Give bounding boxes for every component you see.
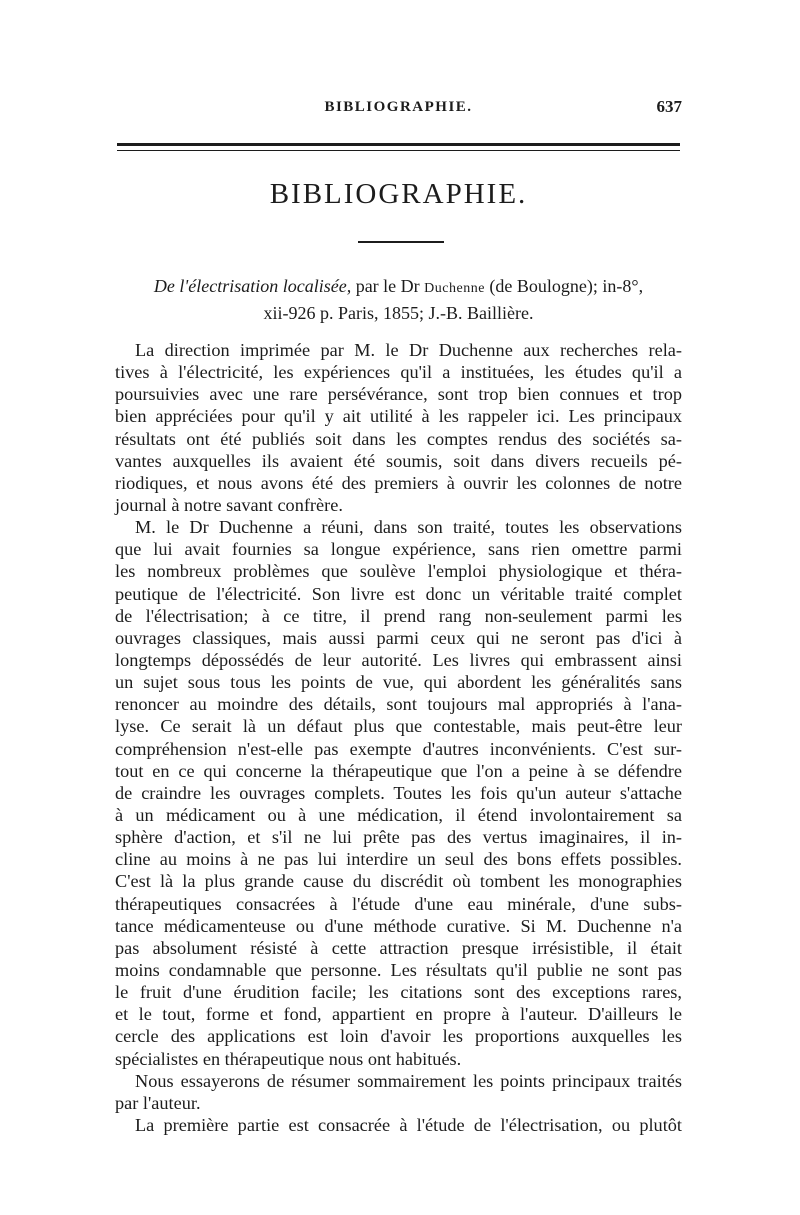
text-line: de l'électrisation; à ce titre, il prend rang non-seulement parmi les bbox=[115, 605, 682, 626]
text-line: moins condamnable que personne. Les résultats qu'il publie ne sont pas bbox=[115, 959, 682, 980]
text-line: longtemps dépossédés de leur autorité. Les livres qui embrassent ainsi bbox=[115, 649, 682, 670]
text-line: peutique de l'électricité. Son livre est donc un véritable traité complet bbox=[115, 583, 682, 604]
text-line: que lui avait fournies sa longue expérience, sans rien omettre parmi bbox=[115, 539, 682, 560]
section-title: BIBLIOGRAPHIE. bbox=[269, 178, 528, 210]
text-line: bien appréciées pour qu'il y ait utilité à les rappeler ici. Les principaux bbox=[115, 406, 682, 427]
text-line: sphère d'action, et s'il ne lui prête pas des vertus imaginaires, il in- bbox=[115, 827, 682, 848]
citation-author: Duchenne bbox=[424, 281, 485, 296]
text-line: C'est là la plus grande cause du discrédit où tombent les monographies bbox=[115, 871, 682, 892]
text-line: La direction imprimée par M. le Dr Duchenne aux recherches rela- bbox=[135, 340, 682, 360]
citation-line-2: xii-926 p. Paris, 1855; J.-B. Baillière. bbox=[263, 303, 534, 323]
text-line: résultats ont été publiés soit dans les comptes rendus des sociétés sa- bbox=[115, 428, 682, 449]
text-line: le fruit d'une érudition facile; les citations sont des exceptions rares, bbox=[115, 982, 682, 1003]
citation-line-1 bbox=[117, 274, 680, 301]
body-text bbox=[115, 339, 682, 1136]
text-line: tives à l'électricité, les expériences qu'il a instituées, les études qu'il a bbox=[115, 362, 682, 383]
text-line: cline au moins à ne pas lui interdire un seul des bons effets possibles. bbox=[115, 849, 682, 870]
text-line: tout en ce qui concerne la thérapeutique que l'on a peine à se défendre bbox=[115, 760, 682, 781]
text-line: riodiques, et nous avons été des premiers à ouvrir les colonnes de notre bbox=[115, 472, 682, 493]
text-line: les nombreux problèmes que soulève l'emploi physiologique et théra- bbox=[115, 561, 682, 582]
citation bbox=[117, 274, 680, 326]
text-line: tance médicamenteuse ou d'une méthode curative. Si M. Duchenne n'a bbox=[115, 915, 682, 936]
text-line: pas absolument résisté à cette attraction presque irrésistible, il était bbox=[115, 937, 682, 958]
text-line: renoncer au moindre des détails, sont toujours mal appropriés à l'ana- bbox=[115, 694, 682, 715]
text-line: poursuivies avec une rare persévérance, sont trop bien connues et trop bbox=[115, 384, 682, 405]
citation-by: par le Dr bbox=[355, 276, 420, 296]
text-line: ouvrages classiques, mais aussi parmi ceux qui ne seront pas d'ici à bbox=[115, 627, 682, 648]
text-line: cercle des applications est loin d'avoir les proportions auxquelles les bbox=[115, 1026, 682, 1047]
text-line: à un médicament ou à une médication, il étend involontairement sa bbox=[115, 804, 682, 825]
title-rule bbox=[358, 241, 444, 243]
text-line: thérapeutiques consacrées à l'étude d'une eau minérale, d'une subs- bbox=[115, 893, 682, 914]
text-line: et le tout, forme et fond, appartient en propre à l'auteur. D'ailleurs le bbox=[115, 1004, 682, 1025]
page-number: 637 bbox=[656, 97, 682, 116]
header-rule-thick bbox=[117, 143, 680, 146]
text-line: de craindre les ouvrages complets. Toutes les fois qu'un auteur s'attache bbox=[115, 782, 682, 803]
text-line: spécialistes en thérapeutique nous ont habitués. bbox=[115, 1048, 462, 1069]
running-title: BIBLIOGRAPHIE. bbox=[324, 99, 473, 115]
citation-rest: (de Boulogne); in-8°, bbox=[489, 276, 644, 296]
header-rule-thin bbox=[117, 150, 680, 151]
text-line: par l'auteur. bbox=[115, 1092, 201, 1113]
text-line: M. le Dr Duchenne a réuni, dans son traité, toutes les observations bbox=[135, 517, 682, 538]
text-line: vantes auxquelles ils avaient été soumis, soit dans divers recueils pé- bbox=[115, 450, 682, 471]
running-head bbox=[115, 99, 682, 123]
text-line: un sujet sous tous les points de vue, qui abordent les généralités sans bbox=[115, 672, 682, 693]
citation-work-title: De l'électrisation localisée, bbox=[153, 276, 352, 296]
text-line: La première partie est consacrée à l'étude de l'électrisation, ou plutôt bbox=[135, 1114, 682, 1135]
text-line: Nous essayerons de résumer sommairement les points principaux traités bbox=[135, 1070, 682, 1091]
text-line: lyse. Ce serait là un défaut plus que contestable, mais peut-être leur bbox=[115, 716, 682, 737]
text-line: compréhension n'est-elle pas exempte d'autres inconvénients. C'est sur- bbox=[115, 738, 682, 759]
text-line: journal à notre savant confrère. bbox=[115, 494, 343, 515]
